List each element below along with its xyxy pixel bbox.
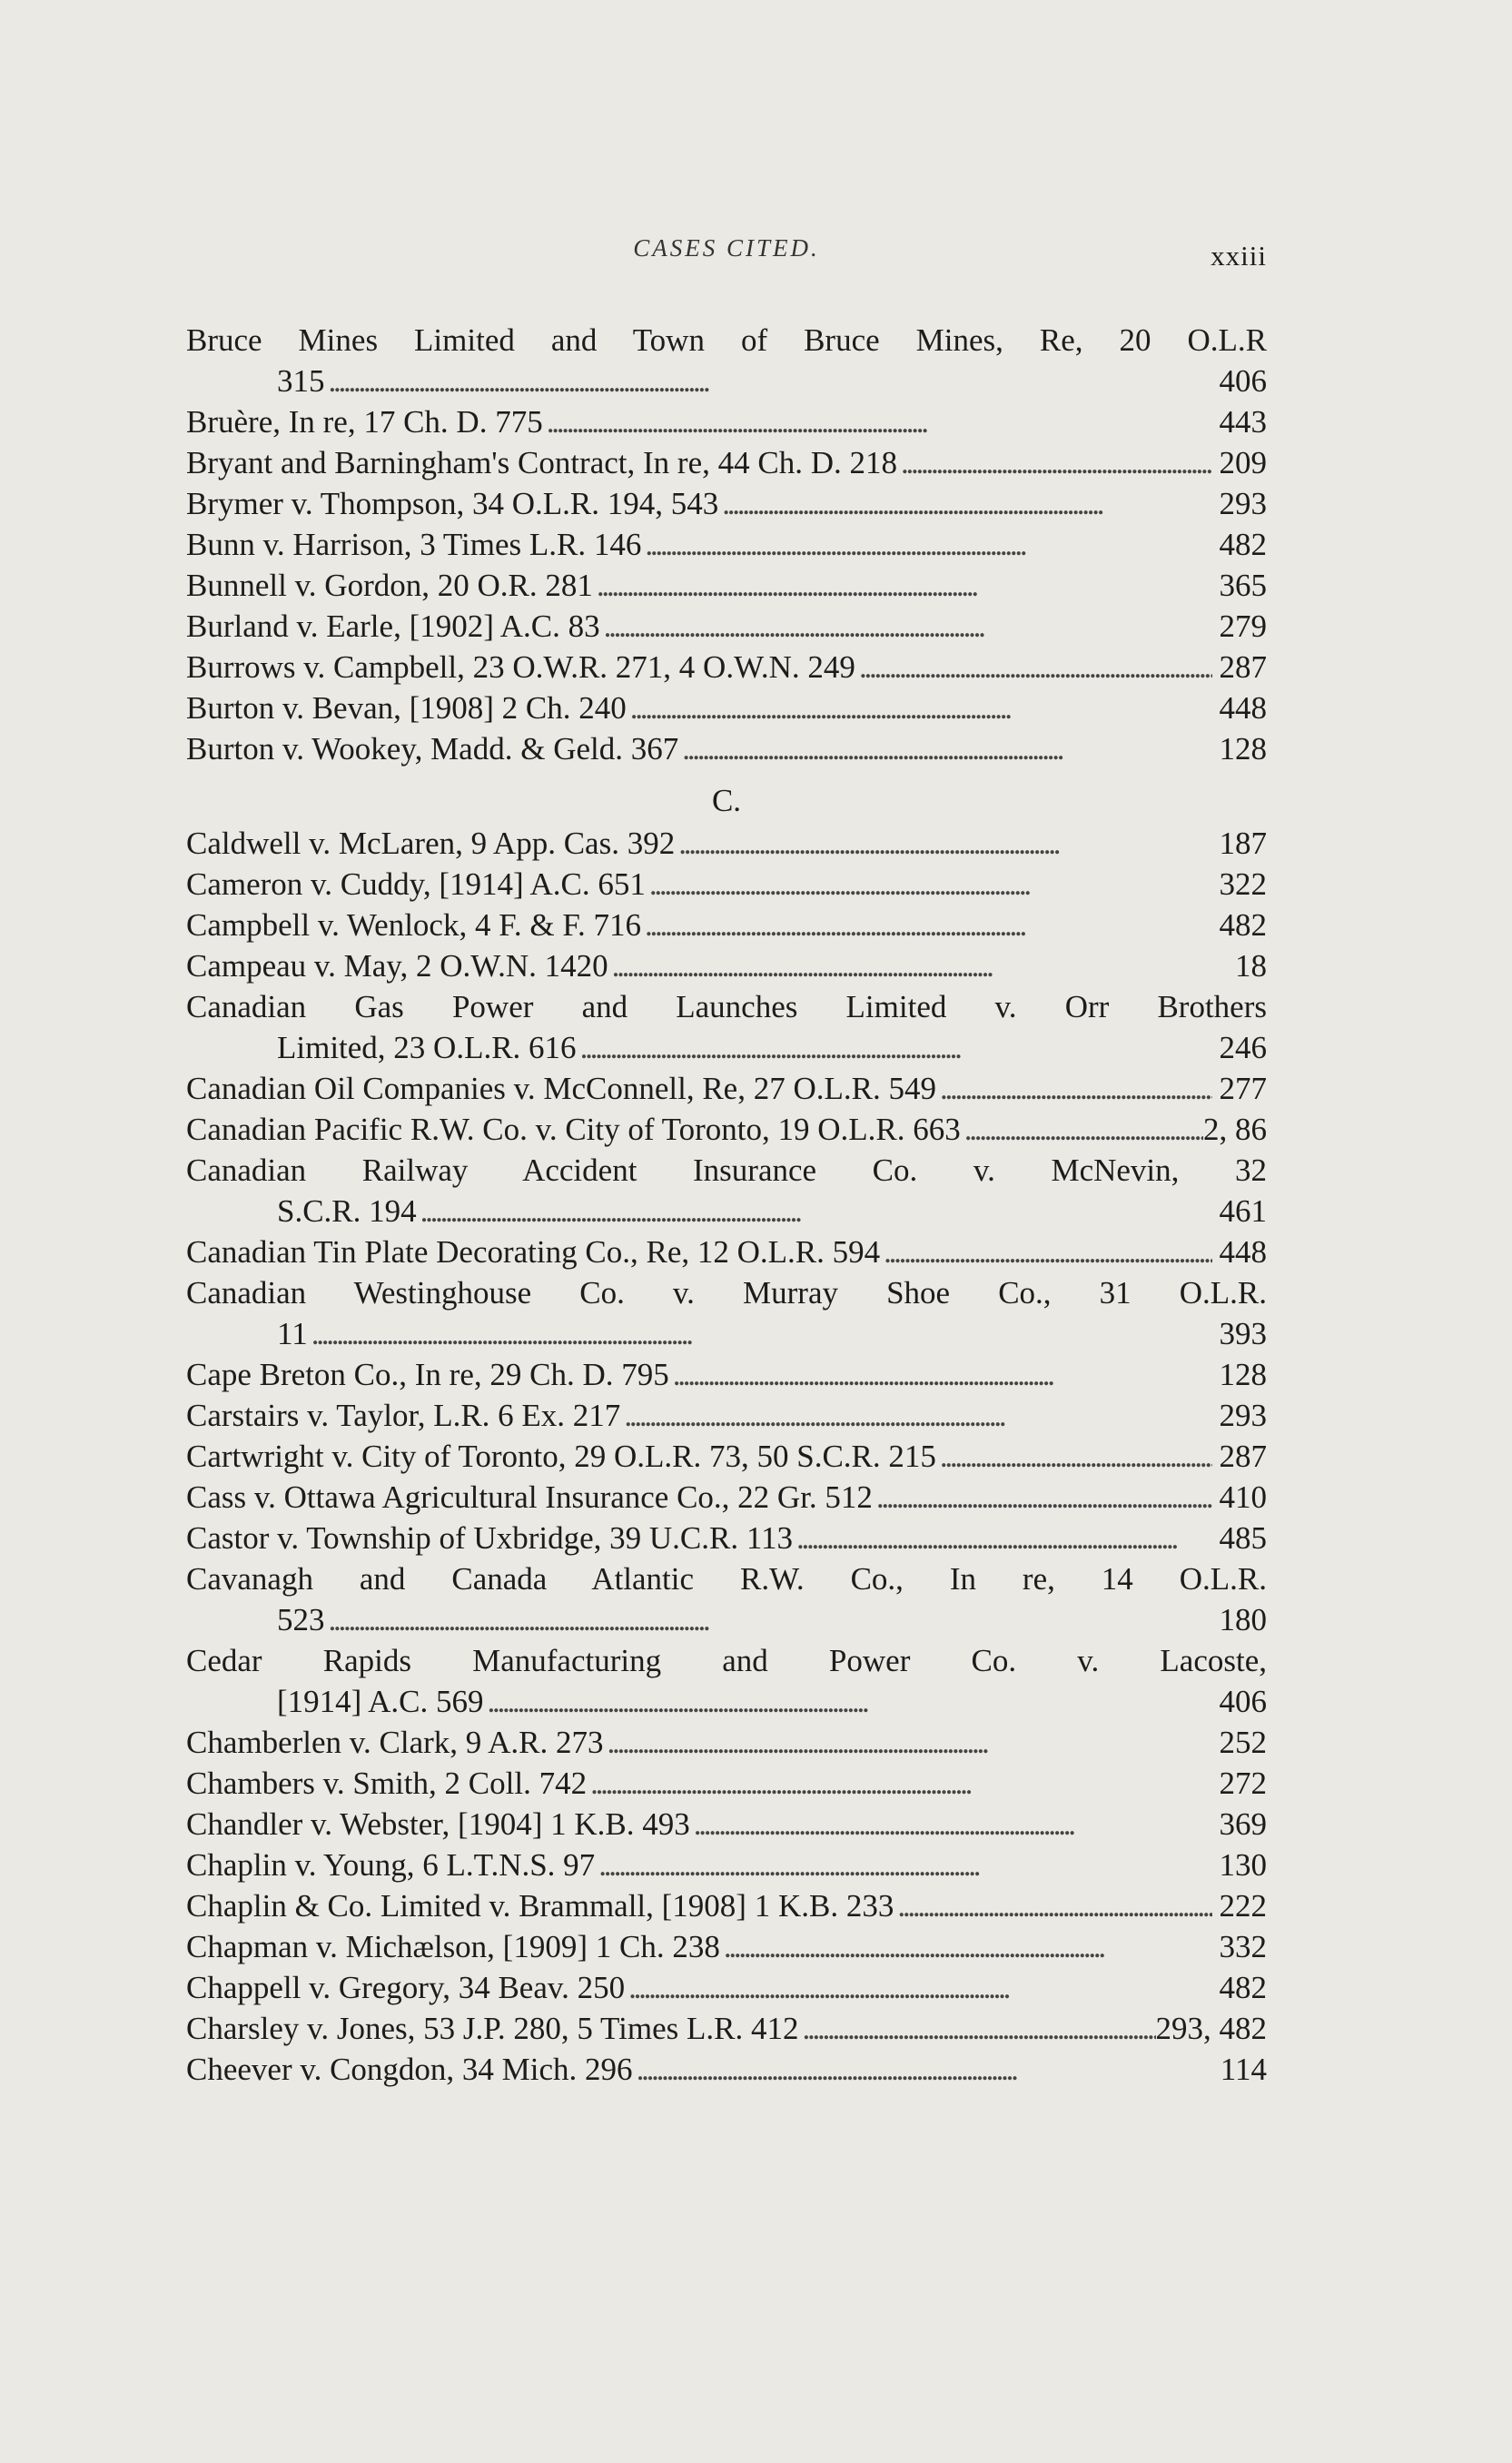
- case-citation: [1914] A.C. 569: [277, 1684, 484, 1719]
- case-citation: Chambers v. Smith, 2 Coll. 742: [186, 1766, 588, 1801]
- case-entry: [186, 1926, 1267, 1967]
- case-line: [186, 945, 1267, 986]
- case-line: [186, 905, 1267, 945]
- case-citation: Chandler v. Webster, [1904] 1 K.B. 493: [186, 1806, 690, 1842]
- case-page-ref: 222: [1219, 1888, 1267, 1924]
- dot-leader: [798, 2008, 1155, 2049]
- case-page-ref: 128: [1219, 731, 1267, 767]
- case-citation: Chappell v. Gregory, 34 Beav. 250: [186, 1970, 626, 2005]
- case-line: [186, 986, 1267, 1027]
- case-citation: Castor v. Township of Uxbridge, 39 U.C.R. 113: [186, 1520, 794, 1556]
- case-entry: [186, 1518, 1267, 1558]
- case-entry: [186, 1109, 1267, 1150]
- case-line: [186, 1763, 1267, 1804]
- case-line: [186, 1885, 1267, 1926]
- case-page-ref: 293: [1219, 486, 1267, 521]
- case-line: [186, 1395, 1267, 1436]
- case-entry: [186, 2049, 1267, 2090]
- case-line: [186, 361, 1267, 401]
- case-page-ref: 448: [1219, 690, 1267, 726]
- case-citation: Cass v. Ottawa Agricultural Insurance Co., 22 Gr. 512: [186, 1479, 873, 1515]
- case-entry: [186, 687, 1267, 728]
- case-entry: [186, 524, 1267, 565]
- case-line: [186, 1518, 1267, 1558]
- case-citation: Burrows v. Campbell, 23 O.W.R. 271, 4 O.W.N. 249: [186, 649, 855, 685]
- case-line: [186, 1272, 1267, 1313]
- case-line: [186, 1232, 1267, 1272]
- case-citation: Charsley v. Jones, 53 J.P. 280, 5 Times L.R. 412: [186, 2011, 799, 2046]
- case-line: [186, 823, 1267, 864]
- dot-leader: [793, 1518, 1212, 1558]
- case-page-ref: 410: [1219, 1479, 1267, 1515]
- case-entry: [186, 823, 1267, 864]
- case-page-ref: 246: [1219, 1030, 1267, 1065]
- case-entry: [186, 1272, 1267, 1354]
- case-line: [186, 687, 1267, 728]
- case-entry: [186, 1068, 1267, 1109]
- case-line: [186, 728, 1267, 769]
- case-citation: Bunn v. Harrison, 3 Times L.R. 146: [186, 527, 642, 562]
- case-line: [186, 1926, 1267, 1967]
- case-line: [186, 1681, 1267, 1722]
- dot-leader: [484, 1681, 1213, 1722]
- dot-leader: [625, 1967, 1212, 2008]
- dot-leader: [880, 1232, 1212, 1272]
- case-page-ref: 18: [1235, 948, 1267, 984]
- dot-leader: [308, 1313, 1212, 1354]
- case-citation: Cameron v. Cuddy, [1914] A.C. 651: [186, 866, 646, 902]
- case-citation: Caldwell v. McLaren, 9 App. Cas. 392: [186, 826, 676, 861]
- case-line: [186, 1109, 1267, 1150]
- case-line: [186, 524, 1267, 565]
- dot-leader: [593, 565, 1212, 606]
- case-page-ref: 482: [1219, 527, 1267, 562]
- case-citation: 11: [277, 1316, 308, 1351]
- dot-leader: [873, 1477, 1212, 1518]
- case-line: [186, 1558, 1267, 1599]
- case-citation: Cape Breton Co., In re, 29 Ch. D. 795: [186, 1357, 669, 1392]
- case-citation: Canadian Railway Accident Insurance Co. v. McNevin, 32: [186, 1152, 1267, 1188]
- case-entry: [186, 1232, 1267, 1272]
- case-citation: Bruce Mines Limited and Town of Bruce Mines, Re, 20 O.L.R: [186, 322, 1267, 358]
- dot-leader: [627, 687, 1212, 728]
- case-entry: [186, 1885, 1267, 1926]
- case-line: [186, 1150, 1267, 1191]
- case-citation: Campbell v. Wenlock, 4 F. & F. 716: [186, 907, 642, 943]
- case-line: [186, 2008, 1267, 2049]
- case-page-ref: 443: [1219, 404, 1267, 440]
- case-line: [186, 1477, 1267, 1518]
- case-line: [186, 1191, 1267, 1232]
- case-citation: Bryant and Barningham's Contract, In re, 44 Ch. D. 218: [186, 445, 897, 480]
- dot-leader: [720, 1926, 1212, 1967]
- case-citation: Chaplin v. Young, 6 L.T.N.S. 97: [186, 1847, 596, 1883]
- case-page-ref: 209: [1219, 445, 1267, 480]
- case-citation: Canadian Westinghouse Co. v. Murray Shoe Co., 31 O.L.R.: [186, 1275, 1267, 1311]
- case-page-ref: 485: [1219, 1520, 1267, 1556]
- case-page-ref: 114: [1220, 2052, 1267, 2087]
- case-entry: [186, 1354, 1267, 1395]
- case-line: [186, 565, 1267, 606]
- case-entry: [186, 401, 1267, 442]
- case-page-ref: 482: [1219, 1970, 1267, 2005]
- case-line: [186, 606, 1267, 647]
- dot-leader: [603, 1722, 1212, 1763]
- dot-leader: [855, 647, 1212, 687]
- case-citation: Brymer v. Thompson, 34 O.L.R. 194, 543: [186, 486, 719, 521]
- case-page-ref: 461: [1219, 1193, 1267, 1229]
- case-page-ref: 277: [1219, 1071, 1267, 1106]
- case-citation: Burland v. Earle, [1902] A.C. 83: [186, 608, 600, 644]
- dot-leader: [675, 823, 1212, 864]
- dot-leader: [587, 1763, 1212, 1804]
- case-line: [186, 1068, 1267, 1109]
- case-entry: [186, 1395, 1267, 1436]
- case-page-ref: 332: [1219, 1929, 1267, 1964]
- case-entry: [186, 1477, 1267, 1518]
- case-page-ref: 393: [1219, 1316, 1267, 1351]
- case-line: [186, 483, 1267, 524]
- dot-leader: [620, 1395, 1212, 1436]
- case-citation: 315: [277, 363, 325, 399]
- case-entry: [186, 1558, 1267, 1640]
- case-citation: Limited, 23 O.L.R. 616: [277, 1030, 577, 1065]
- dot-leader: [641, 905, 1212, 945]
- case-entry: [186, 905, 1267, 945]
- dot-leader: [577, 1027, 1212, 1068]
- case-line: [186, 1313, 1267, 1354]
- case-entry: [186, 565, 1267, 606]
- case-page-ref: 406: [1219, 1684, 1267, 1719]
- dot-leader: [678, 728, 1212, 769]
- case-entry: [186, 945, 1267, 986]
- dot-leader: [600, 606, 1212, 647]
- case-page-ref: 130: [1219, 1847, 1267, 1883]
- dot-leader: [894, 1885, 1212, 1926]
- dot-leader: [646, 864, 1212, 905]
- case-entry: [186, 647, 1267, 687]
- case-citation: Cavanagh and Canada Atlantic R.W. Co., In re, 14 O.L.R.: [186, 1561, 1267, 1597]
- case-page-ref: 406: [1219, 363, 1267, 399]
- case-line: [186, 1027, 1267, 1068]
- dot-leader: [325, 1599, 1213, 1640]
- dot-leader: [669, 1354, 1212, 1395]
- case-citation: Bunnell v. Gordon, 20 O.R. 281: [186, 568, 593, 603]
- case-citation: Canadian Gas Power and Launches Limited v. Orr Brothers: [186, 989, 1267, 1024]
- case-page-ref: 187: [1219, 826, 1267, 861]
- case-line: [186, 1804, 1267, 1845]
- dot-leader: [608, 945, 1212, 986]
- case-line: [186, 320, 1267, 361]
- dot-leader: [325, 361, 1213, 401]
- case-page-ref: 272: [1219, 1766, 1267, 1801]
- case-page-ref: 448: [1219, 1234, 1267, 1270]
- case-citation: Canadian Tin Plate Decorating Co., Re, 12 O.L.R. 594: [186, 1234, 881, 1270]
- dot-leader: [641, 524, 1212, 565]
- case-entry: [186, 864, 1267, 905]
- case-line: [186, 647, 1267, 687]
- case-citation: Canadian Pacific R.W. Co. v. City of Toronto, 19 O.L.R. 663: [186, 1112, 961, 1147]
- section-letter: C.: [711, 783, 742, 818]
- case-page-ref: 293, 482: [1155, 2011, 1267, 2046]
- case-page-ref: 2, 86: [1203, 1112, 1267, 1147]
- case-page-ref: 180: [1219, 1602, 1267, 1637]
- case-line: [186, 1354, 1267, 1395]
- dot-leader: [633, 2049, 1212, 2090]
- case-page-ref: 482: [1219, 907, 1267, 943]
- case-page-ref: 365: [1219, 568, 1267, 603]
- case-entry: [186, 1804, 1267, 1845]
- case-page-ref: 287: [1219, 649, 1267, 685]
- case-entry: [186, 1150, 1267, 1232]
- case-citation: Burton v. Wookey, Madd. & Geld. 367: [186, 731, 679, 767]
- dot-leader: [961, 1109, 1203, 1150]
- case-entry: [186, 1436, 1267, 1477]
- case-citation: Chapman v. Michælson, [1909] 1 Ch. 238: [186, 1929, 720, 1964]
- case-citation: Chamberlen v. Clark, 9 A.R. 273: [186, 1725, 604, 1760]
- case-entry: [186, 1763, 1267, 1804]
- case-line: [186, 1599, 1267, 1640]
- case-line: [186, 1967, 1267, 2008]
- case-line: [186, 442, 1267, 483]
- case-citation: Bruère, In re, 17 Ch. D. 775: [186, 404, 543, 440]
- dot-leader: [897, 442, 1212, 483]
- page-header: [186, 234, 1267, 271]
- case-page-ref: 287: [1219, 1439, 1267, 1474]
- case-citation: Campeau v. May, 2 O.W.N. 1420: [186, 948, 608, 984]
- case-entry: [186, 483, 1267, 524]
- case-entry: [186, 2008, 1267, 2049]
- dot-leader: [595, 1845, 1212, 1885]
- dot-leader: [936, 1436, 1212, 1477]
- case-entry: [186, 1845, 1267, 1885]
- running-title: CASES CITED.: [633, 234, 820, 262]
- case-entry: [186, 728, 1267, 769]
- case-citation: 523: [277, 1602, 325, 1637]
- dot-leader: [936, 1068, 1212, 1109]
- case-page-ref: 293: [1219, 1398, 1267, 1433]
- case-entry: [186, 320, 1267, 401]
- case-citation: Cheever v. Congdon, 34 Mich. 296: [186, 2052, 633, 2087]
- case-entry: [186, 1640, 1267, 1722]
- case-entry: [186, 1967, 1267, 2008]
- case-line: [186, 1640, 1267, 1681]
- case-entry: [186, 442, 1267, 483]
- case-page-ref: 128: [1219, 1357, 1267, 1392]
- case-entry: [186, 606, 1267, 647]
- case-citation: Canadian Oil Companies v. McConnell, Re, 27 O.L.R. 549: [186, 1071, 936, 1106]
- case-line: [186, 1845, 1267, 1885]
- case-line: [186, 2049, 1267, 2090]
- case-page-ref: 279: [1219, 608, 1267, 644]
- dot-leader: [718, 483, 1212, 524]
- case-entry: [186, 986, 1267, 1068]
- case-entry: [186, 1722, 1267, 1763]
- case-list: [186, 320, 1267, 2090]
- case-citation: Burton v. Bevan, [1908] 2 Ch. 240: [186, 690, 627, 726]
- case-citation: Cedar Rapids Manufacturing and Power Co. v. Lacoste,: [186, 1643, 1267, 1678]
- case-citation: Carstairs v. Taylor, L.R. 6 Ex. 217: [186, 1398, 621, 1433]
- case-citation: Cartwright v. City of Toronto, 29 O.L.R. 73, 50 S.C.R. 215: [186, 1439, 936, 1474]
- case-citation: Chaplin & Co. Limited v. Brammall, [1908] 1 K.B. 233: [186, 1888, 894, 1924]
- case-line: [186, 1436, 1267, 1477]
- dot-leader: [543, 401, 1212, 442]
- case-line: [186, 401, 1267, 442]
- case-page-ref: 369: [1219, 1806, 1267, 1842]
- case-page-ref: 322: [1219, 866, 1267, 902]
- case-citation: S.C.R. 194: [277, 1193, 417, 1229]
- case-line: [186, 1722, 1267, 1763]
- dot-leader: [690, 1804, 1212, 1845]
- dot-leader: [417, 1191, 1212, 1232]
- case-page-ref: 252: [1219, 1725, 1267, 1760]
- page-number: xxiii: [1211, 240, 1267, 272]
- case-line: [186, 864, 1267, 905]
